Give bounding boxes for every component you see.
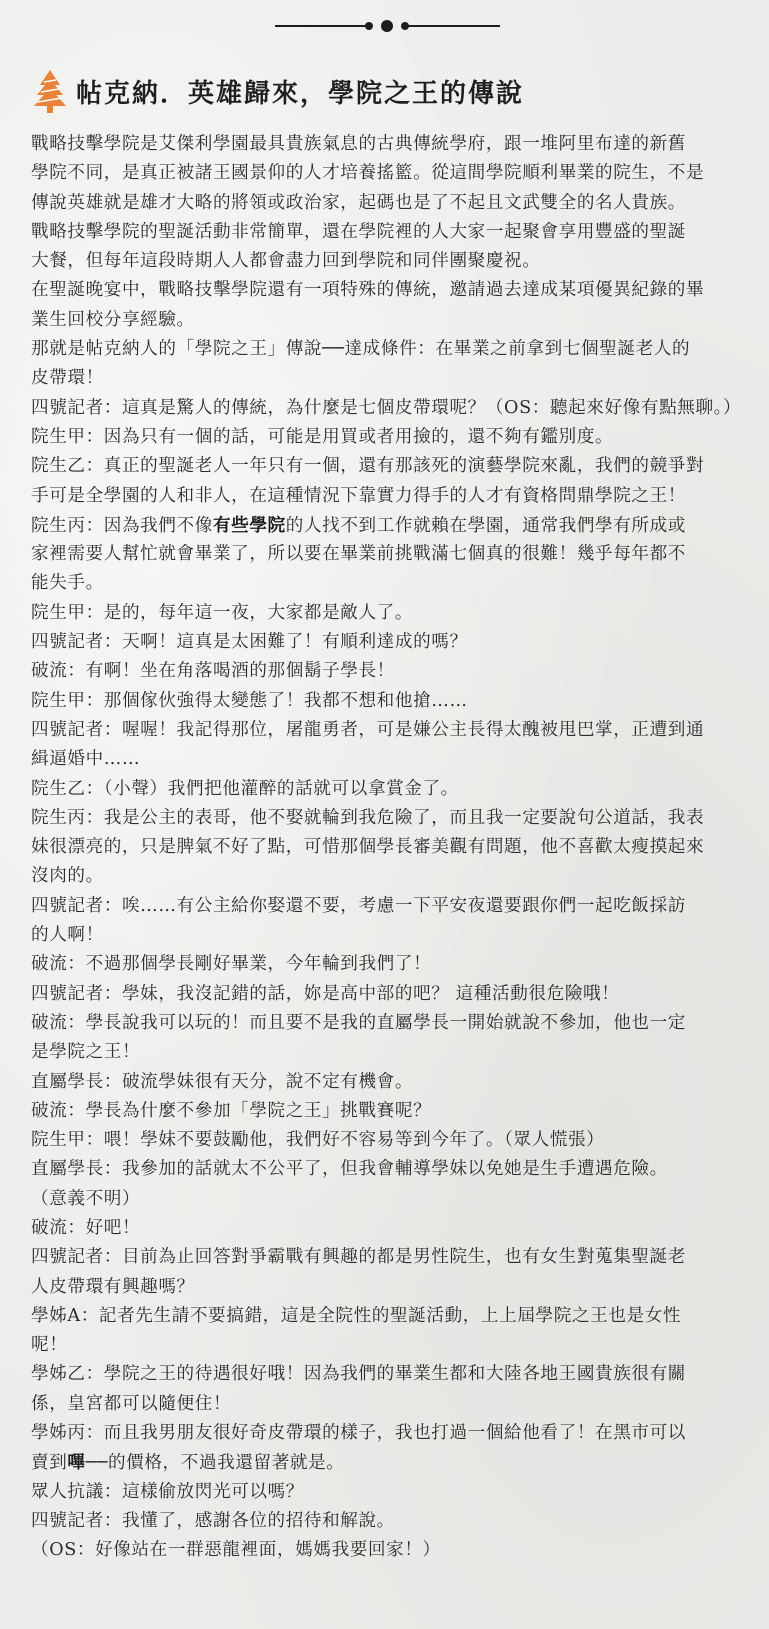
text-line — [31, 276, 747, 305]
text-segment: ──的價格，不過我還留著就是。 — [85, 1453, 345, 1474]
text-line — [31, 1302, 747, 1331]
text-segment: 在聖誕晚宴中，戰略技擊學院還有一項特殊的傳統，邀請過去達成某項優異紀錄的畢 — [31, 280, 705, 301]
text-line — [31, 423, 747, 452]
text-segment: 四號記者：天啊！這真是太困難了！有順利達成的嗎？ — [31, 632, 468, 653]
article-heading — [32, 66, 524, 116]
text-line — [31, 335, 747, 364]
text-line — [31, 980, 747, 1009]
text-segment: 院生丙：我是公主的表哥，他不娶就輪到我危險了，而且我一定要說句公道話，我表 — [31, 807, 705, 828]
text-segment: 緝逼婚中…… — [31, 749, 141, 770]
text-segment: 四號記者：目前為止回答對爭霸戰有興趣的都是男性院生，也有女生對蒐集聖誕老 — [31, 1247, 686, 1268]
emphasis-text: 有些學院 — [212, 514, 286, 536]
text-segment: 四號記者：喔喔！我記得那位，屠龍勇者，可是嫌公主長得太醜被甩巴掌，正遭到通 — [31, 719, 705, 740]
text-line — [31, 1448, 747, 1477]
text-line — [31, 569, 747, 598]
text-line — [31, 1507, 747, 1536]
text-line — [31, 189, 747, 218]
text-line — [31, 716, 747, 745]
text-line — [31, 482, 747, 511]
text-segment: 學院不同，是真正被諸王國景仰的人才培養搖籃。從這間學院順利畢業的院生，不是 — [31, 163, 705, 184]
text-segment: 破流：學長為什麼不參加「學院之王」挑戰賽呢？ — [31, 1100, 432, 1121]
text-segment: 學姊乙：學院之王的待遇很好哦！因為我們的畢業生都和大陸各地王國貴族很有關 — [31, 1364, 686, 1385]
text-segment: 院生乙：真正的聖誕老人一年只有一個，還有那該死的演藝學院來亂，我們的競爭對 — [31, 456, 705, 477]
text-segment: 院生甲：因為只有一個的話，可能是用買或者用撿的，還不夠有鑑別度。 — [31, 426, 614, 447]
text-line — [31, 1360, 747, 1389]
text-line — [31, 775, 747, 804]
text-line — [31, 1126, 747, 1155]
text-segment: 破流：好吧！ — [31, 1217, 141, 1238]
text-segment: 呢！ — [31, 1335, 68, 1356]
text-segment: 四號記者：這真是驚人的傳統，為什麼是七個皮帶環呢？（OS：聽起來好像有點無聊。） — [31, 397, 742, 418]
text-line — [31, 1390, 747, 1419]
text-segment: 院生乙：（小聲）我們把他灌醉的話就可以拿賞金了。 — [31, 778, 459, 799]
text-segment: 手可是全學園的人和非人，在這種情況下靠實力得手的人才有資格問鼎學院之王！ — [31, 485, 686, 506]
text-segment: 皮帶環！ — [31, 368, 104, 389]
text-segment: 戰略技擊學院是艾傑利學園最具貴族氣息的古典傳統學府，跟一堆阿里布達的新舊 — [31, 134, 686, 154]
text-line — [31, 628, 747, 657]
christmas-tree-icon — [32, 68, 68, 114]
text-line — [31, 1155, 747, 1184]
text-line — [31, 1419, 747, 1448]
divider-ornament-icon — [275, 18, 500, 34]
text-segment: 是學院之王！ — [31, 1042, 141, 1063]
text-line — [31, 364, 747, 393]
text-line — [31, 687, 747, 716]
text-segment: 學姊A：記者先生請不要搞錯，這是全院性的聖誕活動，上上屆學院之王也是女性 — [31, 1305, 682, 1326]
text-segment: 直屬學長：我參加的話就太不公平了，但我會輔導學妹以免她是生手遭遇危險。 — [31, 1159, 668, 1180]
text-segment: 業生回校分享經驗。 — [31, 309, 195, 330]
text-line — [31, 1097, 747, 1126]
text-segment: 破流：學長說我可以玩的！而且要不是我的直屬學長一開始就說不參加，他也一定 — [31, 1012, 686, 1033]
text-line — [31, 1478, 747, 1507]
text-segment: 院生甲：喂！學妹不要鼓勵他，我們好不容易等到今年了。（眾人慌張） — [31, 1130, 605, 1151]
text-segment: 傳說英雄就是雄才大略的將領或政治家，起碼也是了不起且文武雙全的名人貴族。 — [31, 192, 686, 213]
text-line — [31, 745, 747, 774]
text-segment: 四號記者：我懂了，感謝各位的招待和解說。 — [31, 1510, 395, 1531]
text-segment: 眾人抗議：這樣偷放閃光可以嗎？ — [31, 1481, 304, 1502]
article-body — [31, 130, 747, 1566]
text-segment: 人皮帶環有興趣嗎？ — [31, 1276, 195, 1297]
text-segment: 的人啊！ — [31, 925, 104, 946]
text-segment: （OS：好像站在一群惡龍裡面，媽媽我要回家！） — [31, 1540, 441, 1561]
text-segment: 家裡需要人幫忙就會畢業了，所以要在畢業前挑戰滿七個真的很難！幾乎每年都不 — [31, 544, 686, 565]
text-segment: 大餐，但每年這段時期人人都會盡力回到學院和同伴團聚慶祝。 — [31, 251, 541, 272]
text-segment: （意義不明） — [31, 1188, 141, 1209]
text-segment: 四號記者：唉……有公主給你娶還不要，考慮一下平安夜還要跟你們一起吃飯採訪 — [31, 895, 686, 916]
text-segment: 沒肉的。 — [31, 866, 104, 887]
text-line — [31, 950, 747, 979]
text-line — [31, 1331, 747, 1360]
text-segment: 係，皇宮都可以隨便住！ — [31, 1393, 232, 1414]
text-segment: 破流：不過那個學長剛好畢業，今年輪到我們了！ — [31, 954, 432, 975]
text-line — [31, 130, 747, 159]
article-title: 帖克納．英雄歸來，學院之王的傳說 — [76, 78, 525, 109]
text-segment: 破流：有啊！坐在角落喝酒的那個鬍子學長！ — [31, 661, 395, 682]
text-line — [31, 1536, 747, 1565]
text-line — [31, 1243, 747, 1272]
text-line — [31, 218, 747, 247]
text-line — [31, 452, 747, 481]
text-segment: 院生丙：因為我們不像 — [31, 515, 213, 536]
text-segment: 院生甲：是的，每年這一夜，大家都是敵人了。 — [31, 602, 414, 623]
text-line — [31, 599, 747, 628]
text-segment: 能失手。 — [31, 573, 104, 594]
text-line — [31, 833, 747, 862]
text-segment: 學姊丙：而且我男朋友很好奇皮帶環的樣子，我也打過一個給他看了！在黑市可以 — [31, 1423, 686, 1444]
text-line — [31, 804, 747, 833]
text-line — [31, 306, 747, 335]
text-segment: 那就是帖克納人的「學院之王」傳說──達成條件：在畢業之前拿到七個聖誕老人的 — [31, 339, 691, 360]
text-line — [31, 1068, 747, 1097]
text-line — [31, 1038, 747, 1067]
text-segment: 賣到 — [31, 1453, 68, 1474]
text-segment: 四號記者：學妹，我沒記錯的話，妳是高中部的吧？ 這種活動很危險哦！ — [31, 983, 620, 1004]
text-segment: 妹很漂亮的，只是脾氣不好了點，可惜那個學長審美觀有問題，他不喜歡太瘦摸起來 — [31, 837, 705, 858]
text-line — [31, 1214, 747, 1243]
text-line — [31, 892, 747, 921]
text-segment: 院生甲：那個傢伙強得太變態了！我都不想和他搶…… — [31, 690, 468, 711]
text-line — [31, 862, 747, 891]
emphasis-text: 嗶 — [67, 1452, 86, 1474]
text-line — [31, 921, 747, 950]
text-line — [31, 159, 747, 188]
text-line — [31, 1009, 747, 1038]
text-segment: 的人找不到工作就賴在學園，通常我們學有所成或 — [285, 515, 686, 536]
text-line — [31, 394, 747, 423]
text-line — [31, 247, 747, 276]
text-line — [31, 1185, 747, 1214]
text-segment: 戰略技擊學院的聖誕活動非常簡單，還在學院裡的人大家一起聚會享用豐盛的聖誕 — [31, 221, 686, 242]
text-line — [31, 1273, 747, 1302]
text-line — [31, 511, 747, 540]
text-segment: 直屬學長：破流學妹很有天分，說不定有機會。 — [31, 1071, 414, 1092]
text-line — [31, 540, 747, 569]
text-line — [31, 657, 747, 686]
